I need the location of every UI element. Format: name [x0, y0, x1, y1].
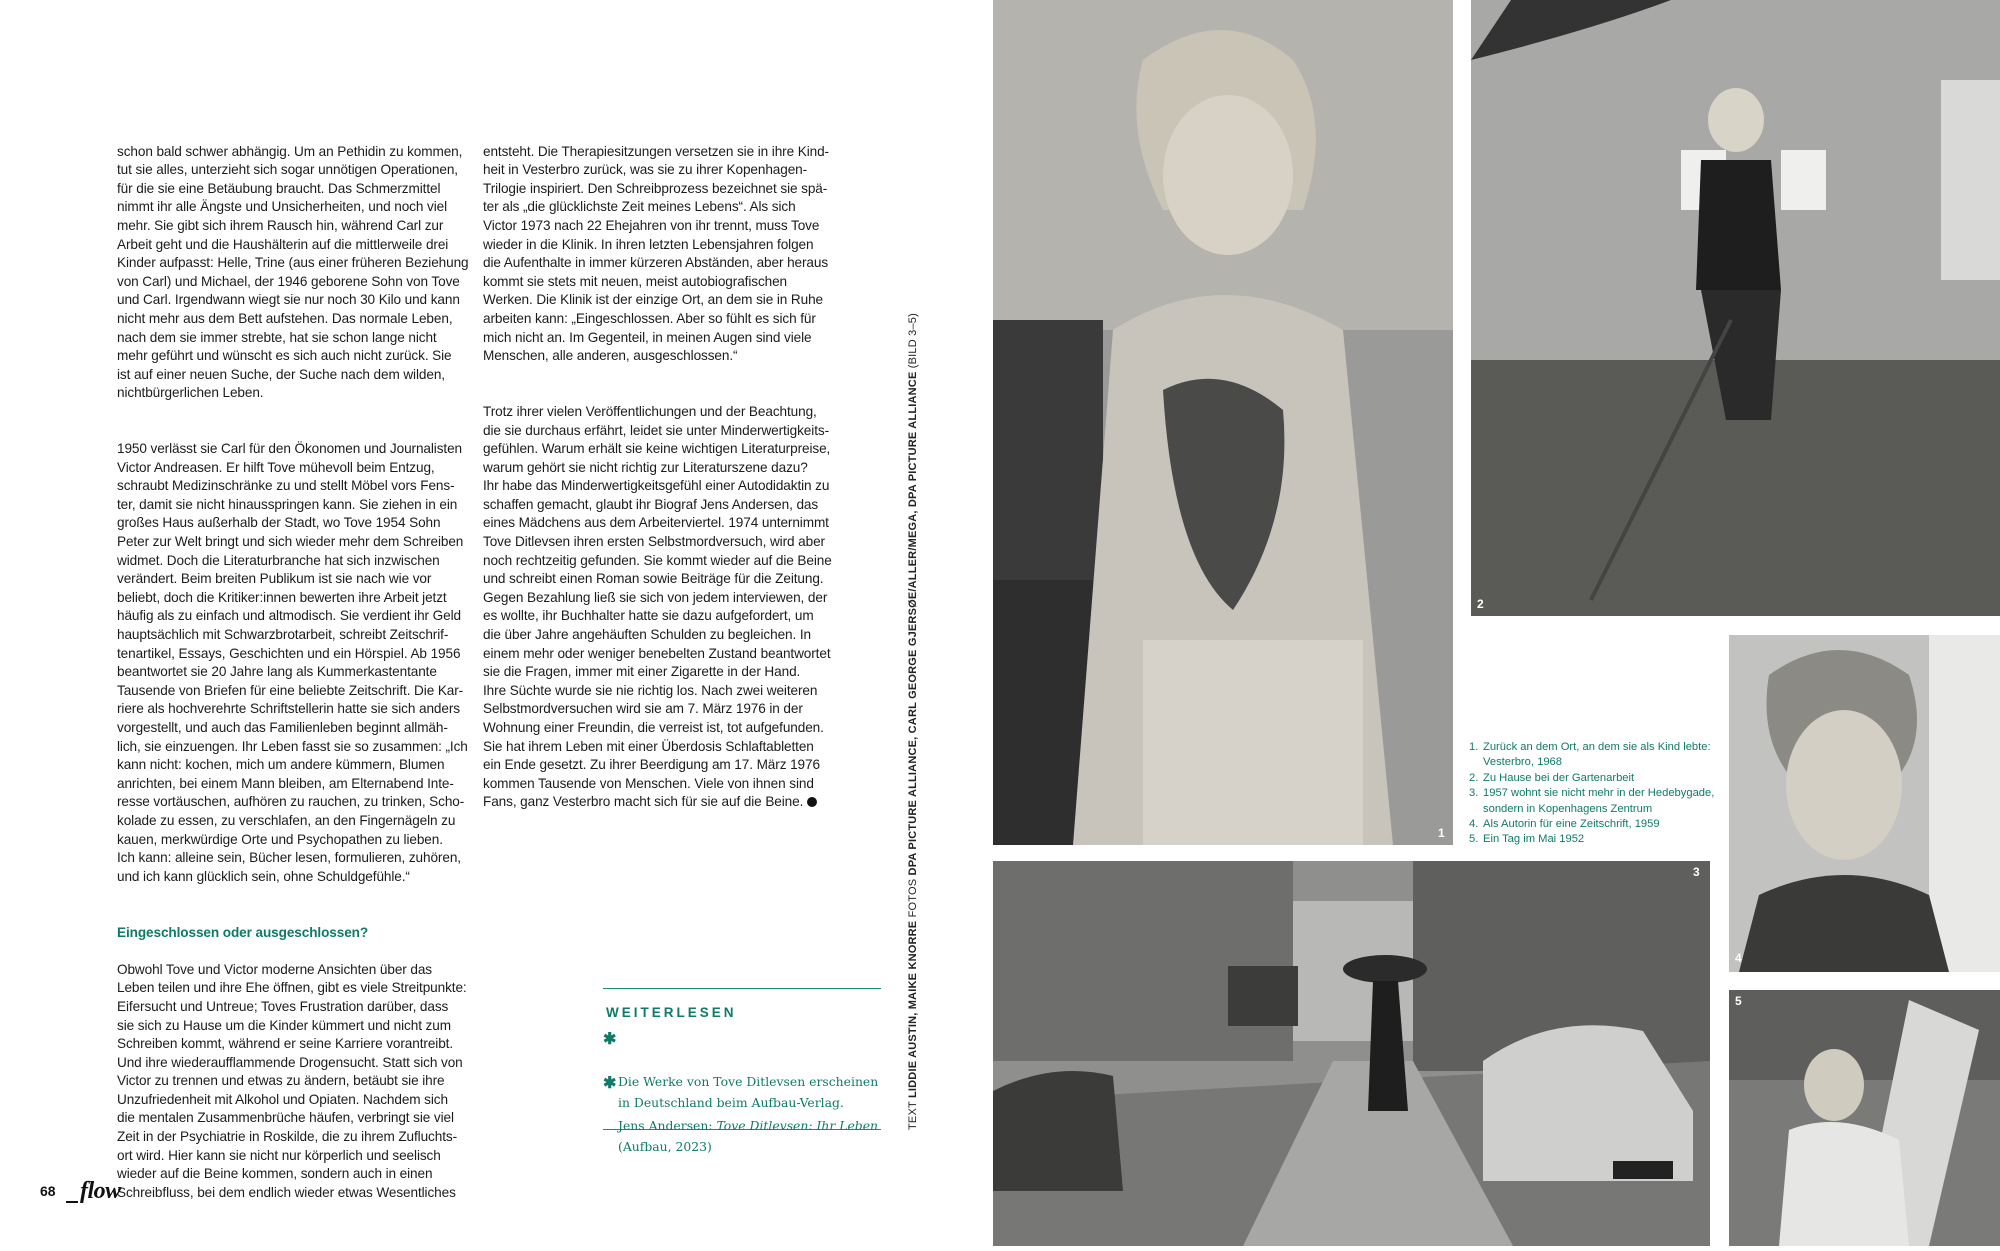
caption-item [1469, 771, 1729, 786]
photo-number: 5 [1735, 994, 1742, 1008]
photo-number: 2 [1477, 597, 1484, 611]
photo-number: 4 [1735, 951, 1742, 965]
caption-item [1469, 786, 1729, 817]
further-reading-title: WEITERLESEN [606, 1005, 737, 1020]
photo-deck-chair [1729, 990, 2000, 1246]
page-number: 68 [40, 1183, 56, 1199]
photo-credit [903, 290, 923, 1130]
credit-authors: LIDDIE AUSTIN, MAIKE KNORRE [907, 920, 919, 1099]
further-reading-box [603, 988, 881, 1154]
caption-item [1469, 832, 1729, 847]
photo-image [1729, 990, 2000, 1246]
flow-logo: flow [80, 1178, 121, 1204]
paragraph-text: Trotz ihrer vielen Veröffentlichungen und der Beachtung, die sie durchaus erfährt, leidet sie unter Minderwertigkeits- gefühlen. Warum erhält sie keine wichtigen Literaturpreise, warum gehört sie nicht richtig zur Literaturszene dazu? Ihr habe das Minderwertigkeitsgefühl einer Autodidaktin zu schaffen gemacht, glaubt ihr Biograf Jens Andersen, das eines Mädchens aus dem Arbeiterviertel. 1974 unternimmt Tove Ditlevsen ihren ersten Selbstmordversuch, wird aber noch rechtzeitig gefunden. Sie kommt wieder auf die Beine und schreibt einen Roman sowie Beiträge für die Zeitung. Gegen Bezahlung ließ sie sich von jedem interviewen, der es wollte, ihr Buchhalter hatte sie dazu aufgefordert, um die über Jahre angehäuften Schulden zu begleichen. In einem mehr oder weniger benebelten Zustand beantwortet sie die Fragen, immer mit einer Zigarette in der Hand. Ihre Süchte wurde sie nie richtig los. Nach zwei weiteren Selbstmordversuchen wird sie am 7. März 1976 in der Wohnung einer Freundin, die verreist ist, tot aufgefunden. Sie hat ihrem Leben mit einer Überdosis Schlaftabletten ein Ende gesetzt. Zu ihrer Beerdigung am 17. März 1976 kommen Tausende von Menschen. Viele von ihnen sind Fans, ganz Vesterbro macht sich für sie auf die Beine. [483, 403, 832, 810]
photo-number: 3 [1693, 865, 1700, 879]
caption-text: Zu Hause bei der Gartenarbeit [1483, 771, 1635, 784]
paragraph: entsteht. Die Therapiesitzungen versetzen sie in ihre Kind- heit in Vesterbro zurück, was sie zu ihrer Kopenhagen- Trilogie inspiriert. Den Schreibprozess bezeichnet sie spä- ter als „die glücklichste Zeit meines Lebens“. Als sich Victor 1973 nach 22 Ehejahren von ihr trennt, muss Tove wieder in die Klinik. In ihren letzten Lebensjahren folgen die Aufenthalte in immer kürzeren Abständen, aber heraus kommt sie stets mit neuen, meist autobiografischen Werken. Die Klinik ist der einzige Ort, an dem sie in Ruhe arbeiten kann: „Eingeschlossen. Aber so fühlt es sich für mich nicht an. Im Gegenteil, in meinen Augen sind viele Menschen, alle anderen, ausgeschlossen.“ [483, 143, 829, 364]
caption-number: 1. [1469, 741, 1479, 753]
book-title: Tove Ditlevsen: Ihr Leben [716, 1118, 879, 1133]
caption-item [1469, 740, 1729, 771]
photo-number: 1 [1438, 826, 1445, 840]
asterisk-icon: ✱ [603, 1073, 617, 1092]
folio-divider [66, 1201, 78, 1203]
photo-captions [1469, 740, 1729, 848]
paragraph: Obwohl Tove und Victor moderne Ansichten über das Leben teilen und ihre Ehe öffnen, gibt es viele Streitpunkte: Eifersucht und Untreue; Toves Frustration darüber, dass sie sich zu Hause um die Kinder kümmert und nicht zum Schreiben kommt, während er seine Karriere vorantreibt. Und ihre wiederaufflammende Drogensucht. Statt sich von Victor zu trennen und etwas zu ändern, betäubt sie ihre Unzufriedenheit mit Alkohol und Opiaten. Nachdem sich die mentalen Zusammenbrüche häufen, verbringt sie viel Zeit in der Psychiatrie in Roskilde, die zu ihrem Zufluchts- ort wird. Hier kann sie nicht nur körperlich und seelisch wieder auf die Beine kommen, sondern auch in einen Schreibfluss, bei dem endlich wieder etwas Wesentliches [117, 961, 467, 1200]
credit-label: FOTOS [907, 878, 919, 918]
credit-note: (BILD 3–5) [907, 313, 919, 369]
photo-gardening [1471, 0, 2000, 616]
caption-text: Zurück an dem Ort, an dem sie als Kind lebte: Vesterbro, 1968 [1483, 741, 1711, 769]
caption-number: 3. [1469, 787, 1479, 800]
photo-image [1729, 635, 2000, 972]
book-author: Jens Andersen: [618, 1118, 717, 1133]
article-column-1 [117, 124, 472, 1221]
caption-number: 2. [1469, 771, 1479, 784]
photo-portrait [1729, 635, 2000, 972]
caption-number: 4. [1469, 818, 1479, 831]
credit-label: TEXT [907, 1101, 919, 1130]
caption-text: Ein Tag im Mai 1952 [1483, 833, 1585, 846]
caption-number: 5. [1469, 833, 1479, 846]
further-reading-text [603, 1115, 881, 1157]
subheading: Eingeschlossen oder ausgeschlossen? [117, 924, 369, 940]
caption-text: Als Autorin für eine Zeitschrift, 1959 [1483, 818, 1660, 831]
asterisk-icon: ✱ [603, 1029, 617, 1048]
further-reading-item [603, 1073, 881, 1178]
article-column-2 [483, 124, 843, 831]
credit-photographers: DPA PICTURE ALLIANCE, CARL GEORGE GJERSØE/ALLER/MEGA, DPA PICTURE ALLIANCE [907, 371, 919, 876]
paragraph: 1950 verlässt sie Carl für den Ökonomen und Journalisten Victor Andreasen. Er hilft Tove mühevoll beim Entzug, schraubt Medizinschränke zu und stellt Möbel vors Fens- ter, damit sie nicht hinausspringen kann. Sie ziehen in ein großes Haus außerhalb der Stadt, wo Tove 1954 Sohn Peter zur Welt bringt und sich wieder mehr dem Schreiben widmet. Doch die Literaturbranche hat sich inzwischen verändert. Beim breiten Publikum ist sie nach wie vor beliebt, doch die Kritiker:innen bewerten ihre Arbeit jetzt häufig als zu einfach und altmodisch. Sie verdient ihr Geld hauptsächlich mit Schwarzbrotarbeit, schreibt Zeitschrif- tenartikel, Essays, Geschichten und ein Hörspiel. Ab 1956 beantwortet sie 20 Jahre lang als Kummerkastentante Tausende von Briefen für eine beliebte Zeitschrift. Die Kar- riere als hochverehrte Schriftstellerin hatte sie sich anders vorgestellt, und auch das Familienleben beginnt allmäh- lich, sie einzuengen. Ihr Leben fasst sie so zusammen: „Ich kann nicht: kochen, mich um andere kümmern, Blumen anrichten, bei einem Mann bleiben, am Elternabend Inte- resse vortäuschen, aufhören zu rauchen, zu trinken, Scho- kolade zu essen, zu verschlafen, an den Fingernägeln zu kauen, merkwürdige Orte und Psychopathen zu lieben. Ich kann: alleine sein, Bücher lesen, formulieren, zuhören, und ich kann glücklich sein, ohne Schuldgefühle.“ [117, 441, 468, 884]
paragraph [483, 403, 843, 812]
caption-text: 1957 wohnt sie nicht mehr in der Hedebygade, sondern in Kopenhagens Zentrum [1483, 787, 1715, 815]
end-mark-icon [807, 797, 817, 807]
photo-street-scene [993, 861, 1710, 1246]
photo-image [993, 0, 1453, 845]
paragraph: schon bald schwer abhängig. Um an Pethidin zu kommen, tut sie alles, unterzieht sich sogar unnötigen Operationen, für die sie eine Betäubung braucht. Das Schmerzmittel nimmt ihr alle Ängste und Unsicherheiten, und noch viel mehr. Sie gibt sich ihrem Rausch hin, während Carl zur Arbeit geht und die Haushälterin auf die mittlerweile drei Kinder aufpasst: Helle, Trine (aus einer früheren Beziehung von Carl) und Michael, der 1946 geborene Sohn von Tove und Carl. Irgendwann wiegt sie nur noch 30 Kilo und kann nicht mehr aus dem Bett aufstehen. Das normale Leben, nach dem sie immer strebte, hat sie schon lange nicht mehr geführt und wünscht es sich auch nicht zurück. Sie ist auf einer neuen Suche, der Suche nach dem wilden, nichtbürgerlichen Leben. [117, 143, 469, 401]
photo-image [993, 861, 1710, 1246]
book-publisher: (Aufbau, 2023) [618, 1139, 712, 1154]
further-reading-text: Die Werke von Tove Ditlevsen erscheinen in Deutschland beim Aufbau-Verlag. [618, 1074, 879, 1110]
photo-image [1471, 0, 2000, 616]
photo-woman-with-cat [993, 0, 1453, 845]
caption-item [1469, 817, 1729, 832]
